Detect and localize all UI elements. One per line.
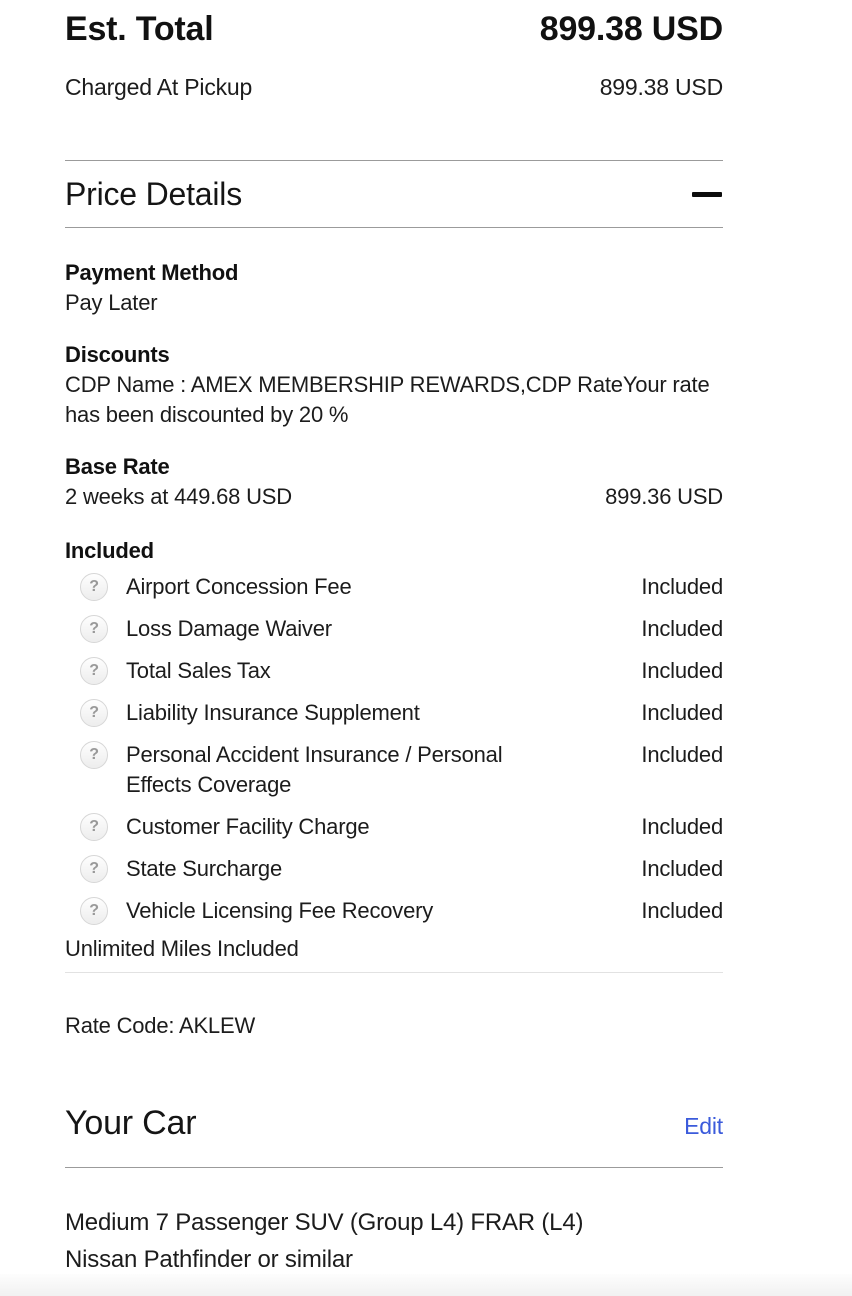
payment-method-label: Payment Method <box>65 260 239 285</box>
included-fee-row <box>65 848 723 890</box>
price-details-accordion-header[interactable] <box>65 160 723 228</box>
base-rate-row <box>65 482 723 512</box>
discounts-label: Discounts <box>65 342 170 367</box>
est-total-value: 899.38 USD <box>539 10 723 48</box>
included-fee-name: Loss Damage Waiver <box>126 616 332 641</box>
included-fee-row <box>65 692 723 734</box>
help-icon[interactable]: ? <box>80 813 108 841</box>
included-fee-name: Liability Insurance Supplement <box>126 700 420 725</box>
discounts-value: CDP Name : AMEX MEMBERSHIP REWARDS,CDP RateYour rate has been discounted by 20 % <box>65 372 710 427</box>
included-fees-block <box>65 536 723 973</box>
included-fee-row <box>65 650 723 692</box>
included-fee-name: Airport Concession Fee <box>126 574 352 599</box>
help-icon[interactable]: ? <box>80 741 108 769</box>
payment-method-block <box>65 258 723 318</box>
included-fee-name: Personal Accident Insurance / Personal Effects Coverage <box>126 742 503 797</box>
included-fees-list <box>65 566 723 932</box>
est-total-row <box>65 8 723 50</box>
included-fee-status: Included <box>641 898 723 923</box>
base-rate-label: Base Rate <box>65 454 170 479</box>
edit-car-link[interactable]: Edit <box>684 1113 723 1139</box>
base-rate-block <box>65 452 723 512</box>
base-rate-amount: 899.36 USD <box>605 484 723 509</box>
included-fee-row <box>65 566 723 608</box>
car-description: Medium 7 Passenger SUV (Group L4) FRAR (L4) Nissan Pathfinder or similar <box>65 1209 584 1273</box>
included-fee-name: Customer Facility Charge <box>126 814 370 839</box>
charged-at-pickup-value: 899.38 USD <box>599 74 723 100</box>
included-fee-name: State Surcharge <box>126 856 282 881</box>
charged-at-pickup-row <box>65 72 723 102</box>
unlimited-miles-note: Unlimited Miles Included <box>65 936 299 961</box>
included-label: Included <box>65 538 154 563</box>
included-fee-status: Included <box>641 574 723 599</box>
payment-method-value: Pay Later <box>65 290 158 315</box>
collapse-minus-icon[interactable] <box>692 192 722 197</box>
included-fee-status: Included <box>641 700 723 725</box>
included-fee-row <box>65 608 723 650</box>
help-icon[interactable]: ? <box>80 897 108 925</box>
base-rate-description: 2 weeks at 449.68 USD <box>65 484 292 509</box>
included-fee-name: Total Sales Tax <box>126 658 271 683</box>
included-fee-row <box>65 890 723 932</box>
included-fee-name: Vehicle Licensing Fee Recovery <box>126 898 434 923</box>
help-icon[interactable]: ? <box>80 855 108 883</box>
price-details-title: Price Details <box>65 176 243 212</box>
charged-at-pickup-label: Charged At Pickup <box>65 74 253 100</box>
included-fee-status: Included <box>641 814 723 839</box>
help-icon[interactable]: ? <box>80 573 108 601</box>
help-icon[interactable]: ? <box>80 657 108 685</box>
included-fee-row <box>65 806 723 848</box>
discounts-block <box>65 340 723 430</box>
est-total-label: Est. Total <box>65 10 214 48</box>
your-car-header <box>65 1097 723 1168</box>
rate-code: Rate Code: AKLEW <box>65 1013 256 1038</box>
help-icon[interactable]: ? <box>80 615 108 643</box>
included-fee-status: Included <box>641 856 723 881</box>
included-fee-status: Included <box>641 658 723 683</box>
divider <box>65 972 723 973</box>
next-section-edge <box>0 1274 852 1296</box>
included-fee-status: Included <box>641 742 723 767</box>
help-icon[interactable]: ? <box>80 699 108 727</box>
your-car-title: Your Car <box>65 1104 197 1142</box>
included-fee-row <box>65 734 723 806</box>
included-fee-status: Included <box>641 616 723 641</box>
